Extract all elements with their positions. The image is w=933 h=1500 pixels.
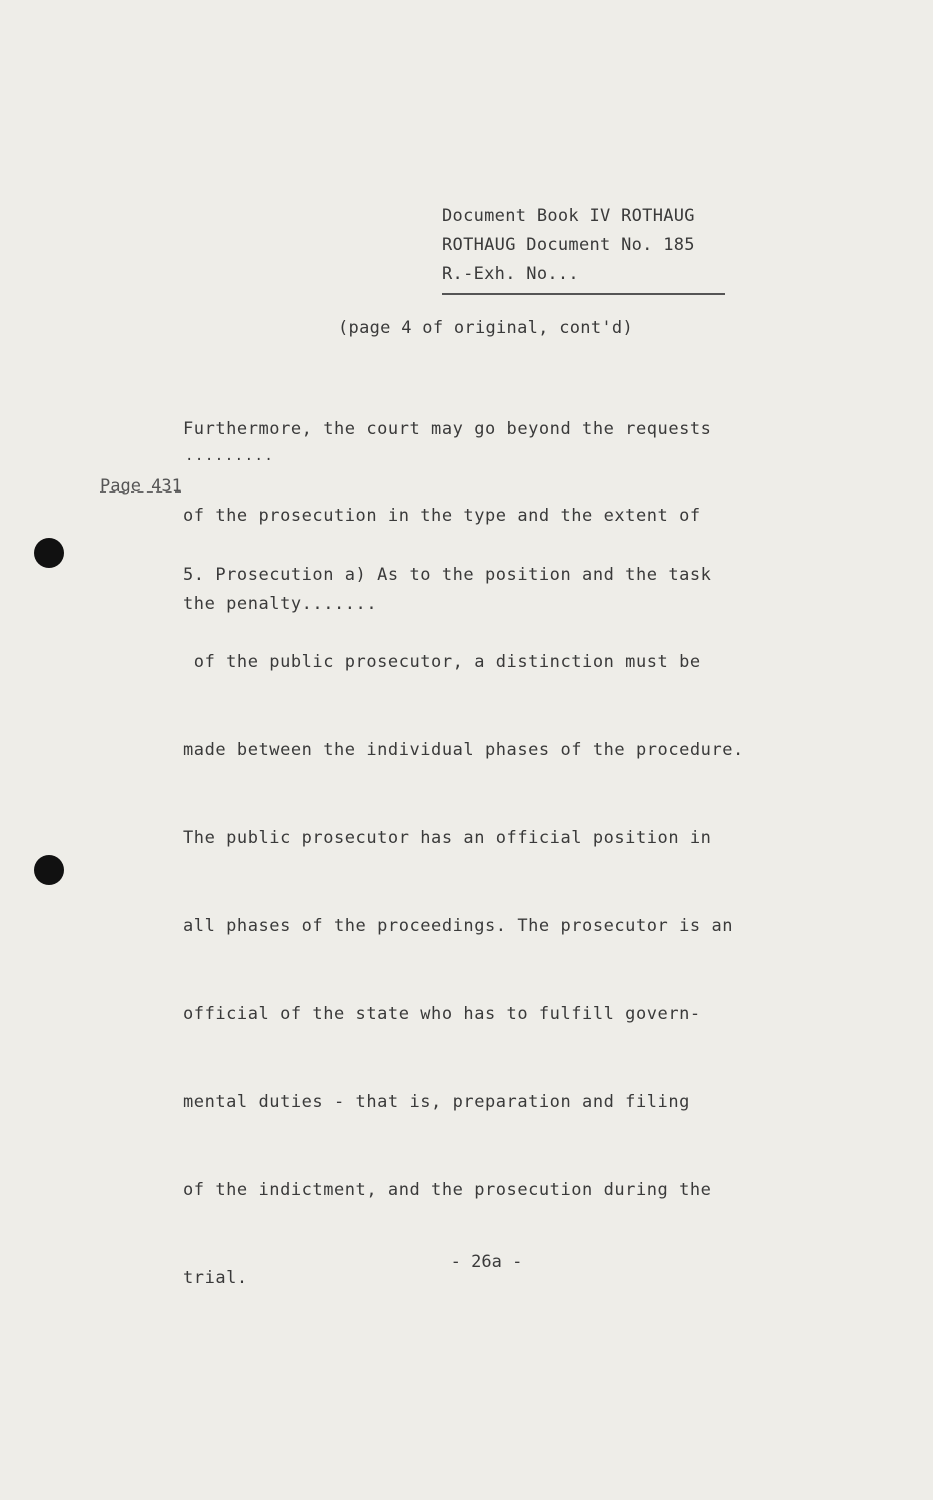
paragraph-1-line: Furthermore, the court may go beyond the requests bbox=[183, 418, 712, 439]
header-line-1: Document Book IV ROTHAUG bbox=[442, 206, 695, 226]
paragraph-2-line: mental duties - that is, preparation and filing bbox=[183, 1091, 690, 1112]
paragraph-2-line: made between the individual phases of the procedure. bbox=[183, 740, 744, 761]
paragraph-2-line: 5. Prosecution a) As to the position and the task bbox=[183, 564, 712, 585]
punch-hole-top bbox=[34, 538, 64, 568]
page-reference: Page 431 bbox=[100, 476, 182, 496]
paragraph-2-line: of the public prosecutor, a distinction must be bbox=[183, 652, 701, 673]
paragraph-2-line: of the indictment, and the prosecution during the bbox=[183, 1179, 712, 1200]
document-header bbox=[442, 202, 732, 295]
paragraph-2-line: trial. bbox=[183, 1267, 248, 1288]
ellipsis-separator: ......... bbox=[185, 448, 275, 464]
header-line-3: R.-Exh. No... bbox=[442, 264, 579, 284]
paragraph-1-line: the penalty....... bbox=[183, 594, 378, 615]
paragraph-2 bbox=[183, 502, 744, 1352]
paragraph-2-line: all phases of the proceedings. The prosecutor is an bbox=[183, 916, 734, 937]
paragraph-2-line: The public prosecutor has an official position in bbox=[183, 828, 712, 849]
punch-hole-bottom bbox=[34, 855, 64, 885]
header-rule bbox=[442, 293, 725, 295]
header-line-2: ROTHAUG Document No. 185 bbox=[442, 235, 695, 255]
paragraph-1-line: of the prosecution in the type and the extent of bbox=[183, 506, 701, 527]
continued-note: (page 4 of original, cont'd) bbox=[338, 318, 633, 338]
page-number-footer: - 26a - bbox=[450, 1252, 523, 1272]
paragraph-2-line: official of the state who has to fulfill govern- bbox=[183, 1004, 701, 1025]
